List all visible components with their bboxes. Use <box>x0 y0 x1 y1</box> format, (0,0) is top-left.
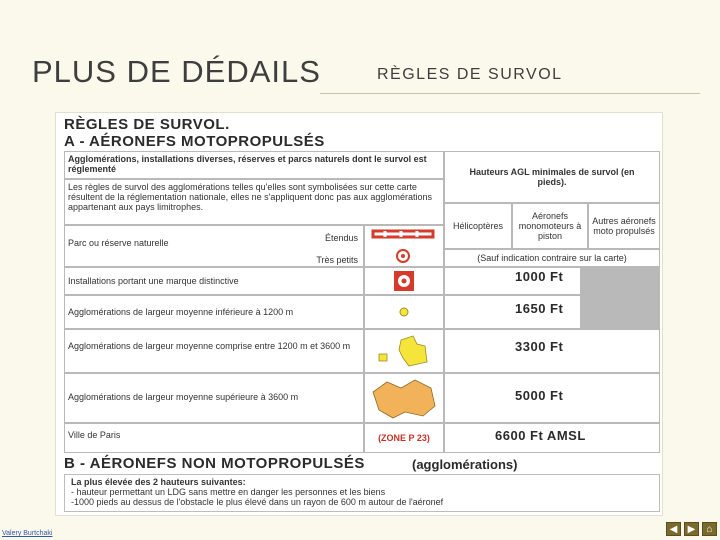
aggl-medium-symbol-cell <box>365 330 443 372</box>
sauf-note: (Sauf indication contraire sur la carte) <box>445 250 659 266</box>
intro-bold: Agglomérations, installations diverses, réserves et parcs naturels dont le survol est réglementé <box>65 152 443 178</box>
reserve-boundary-icon <box>365 226 443 266</box>
installations-label: Installations portant une marque distinctive <box>65 268 363 294</box>
next-slide-button[interactable]: ▶ <box>684 522 699 536</box>
slide-title: PLUS DE DÉDAILS <box>32 54 321 89</box>
credit-link[interactable]: Valery Burtchaki <box>2 530 53 537</box>
alt-5000: 5000 Ft <box>445 374 659 422</box>
tres-petits-label: Très petits <box>316 255 358 265</box>
intro-text: Les règles de survol des agglomérations telles qu'elles sont symbolisées sur cette carte résultent de la réglementation nationale, elles ne s'appliquent donc pas aux agglomérations appartenant aux pays limitrophes. <box>65 180 443 224</box>
survol-figure <box>55 112 663 516</box>
col-mono: Aéronefs monomoteurs à piston <box>513 204 587 248</box>
section-b-box <box>64 474 660 512</box>
parc-symbol-cell <box>365 226 443 266</box>
installation-mark-icon <box>393 270 415 292</box>
rules-grid <box>64 151 660 453</box>
section-b-subtitle: (agglomérations) <box>412 457 518 472</box>
small-town-icon <box>398 306 410 318</box>
installation-symbol-cell <box>365 268 443 294</box>
heights-header: Hauteurs AGL minimales de survol (en pieds). <box>445 152 659 202</box>
large-town-icon <box>365 374 443 422</box>
aggl-1200-3600-label: Agglomérations de largeur moyenne comprise entre 1200 m et 3600 m <box>65 330 363 372</box>
section-b-line3: -1000 pieds au dessus de l'obstacle le plus élevé dans un rayon de 600 m autour de l'aéronef <box>71 497 444 507</box>
col-autres: Autres aéronefs moto propulsés <box>589 204 659 248</box>
medium-town-icon <box>365 330 443 372</box>
section-a-title: A - AÉRONEFS MOTOPROPULSÉS <box>64 133 325 150</box>
alt-6600: 6600 Ft AMSL <box>445 424 659 452</box>
aggl-1200-symbol-cell <box>365 296 443 328</box>
alt-3300: 3300 Ft <box>445 330 659 372</box>
section-b-line2: - hauteur permettant un LDG sans mettre en danger les personnes et les biens <box>71 487 386 497</box>
aggl-3600-label: Agglomérations de largeur moyenne supérieure à 3600 m <box>65 374 363 422</box>
aggl-large-symbol-cell <box>365 374 443 422</box>
parc-sizes <box>304 233 362 265</box>
zone-label: (ZONE P 23) <box>365 424 443 452</box>
title-rule <box>320 93 700 94</box>
aggl-1200-label: Agglomérations de largeur moyenne inférieure à 1200 m <box>65 296 363 328</box>
etendus-label: Étendus <box>324 233 358 243</box>
slide-nav <box>666 522 717 536</box>
parc-text: Parc ou réserve naturelle <box>68 238 169 248</box>
paris-label: Ville de Paris <box>65 424 363 452</box>
figure-heading: RÈGLES DE SURVOL. <box>64 116 230 133</box>
prev-slide-button[interactable]: ◀ <box>666 522 681 536</box>
section-b-line1: La plus élevée des 2 hauteurs suivantes: <box>71 477 246 487</box>
home-button[interactable]: ⌂ <box>702 522 717 536</box>
col-heli: Hélicoptères <box>445 204 511 248</box>
alt-1000: 1000 Ft <box>445 268 580 294</box>
section-b-title: B - AÉRONEFS NON MOTOPROPULSÉS <box>64 455 365 472</box>
slide-subtitle: RÈGLES DE SURVOL <box>377 66 563 83</box>
alt-1650: 1650 Ft <box>445 296 580 328</box>
